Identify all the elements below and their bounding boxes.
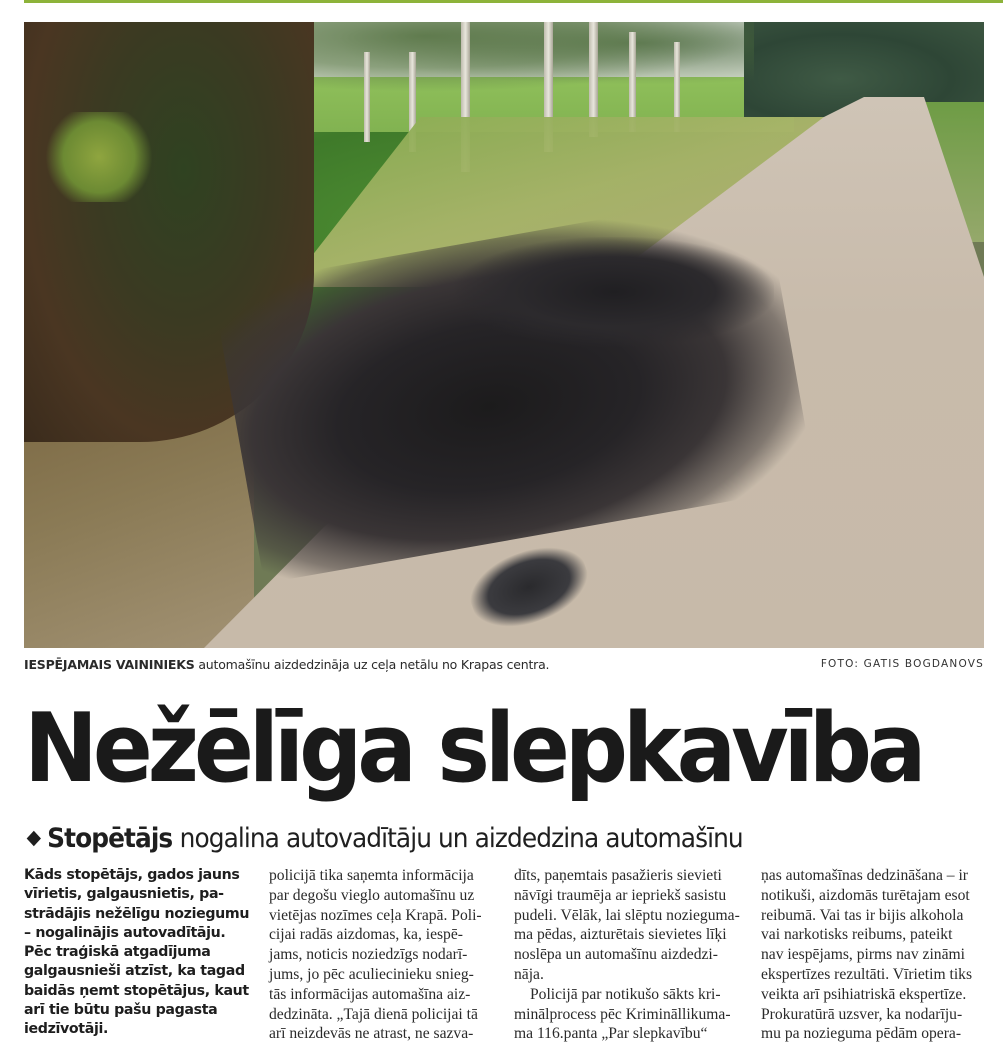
caption-body: automašīnu aizdedzināja uz ceļa netālu no Krapas centra. <box>198 656 550 672</box>
section-accent-rule <box>24 0 1003 3</box>
body-line: pudeli. Vēlāk, lai slēptu nozieguma- <box>514 906 740 924</box>
photo-credit: FOTO: GATIS BOGDANOVS <box>820 658 984 670</box>
body-line: Prokuratūrā uzsver, ka nodarīju- <box>761 1005 963 1023</box>
birch-trunk <box>364 52 370 142</box>
body-line: veikta arī psihiatriskā ekspertīze. <box>761 985 967 1003</box>
body-line: par degošu vieglo automašīnu uz <box>269 886 475 904</box>
subhead-bold: Stopētājs <box>47 822 173 854</box>
body-line: vietējas nozīmes ceļa Krapā. Poli- <box>269 906 482 924</box>
body-column-3 <box>514 866 740 1044</box>
article-body <box>24 866 984 1043</box>
photo-burn-mark <box>454 237 774 347</box>
lead-column <box>24 866 250 1040</box>
lead-line: galgausnieši atzīst, ka tagad <box>24 963 245 980</box>
lead-line: strādājis nežēlīgu noziegumu <box>24 905 250 922</box>
article-photo <box>24 22 984 648</box>
body-line: vai narkotisks reibums, pateikt <box>761 926 953 944</box>
lead-line: Kāds stopētājs, gados jauns <box>24 867 240 883</box>
article-headline: Nežēlīga slepkavība <box>24 694 922 804</box>
body-line: jums, jo pēc aculiecinieku snieg- <box>269 965 474 983</box>
body-line: nav iespējams, pirms nav zināmi <box>761 946 965 964</box>
body-line: noslēpa un automašīnu aizdedzi- <box>514 946 718 964</box>
body-column-2 <box>269 866 491 1044</box>
lead-line: baidās ņemt stopētājus, kaut <box>24 982 249 999</box>
body-line: minālprocess pēc Krimināllikuma- <box>514 1005 731 1023</box>
photo-bush-leaves <box>44 112 154 202</box>
body-line: ma 116.panta „Par slepkavību“ <box>514 1025 708 1043</box>
body-line: reibumā. Vai tas ir bijis alkohola <box>761 906 964 924</box>
caption-text <box>24 657 549 672</box>
body-line: nāja. <box>514 965 544 983</box>
article-subhead <box>26 820 743 856</box>
body-line: arī neizdevās ne atrast, ne sazva- <box>269 1025 474 1043</box>
body-line: Policijā par notikušo sākts kri- <box>530 985 721 1003</box>
body-line: tās informācijas automašīna aiz- <box>269 985 471 1003</box>
caption-lead: IESPĒJAMAIS VAININIEKS <box>24 656 195 672</box>
body-line: dedzināta. „Tajā dienā policijai tā <box>269 1005 478 1023</box>
lead-line: – nogalinājis autovadītāju. <box>24 924 226 941</box>
lead-line: Pēc traģiskā atgadījuma <box>24 944 211 961</box>
body-line: ma pēdas, aizturētais sievietes līķi <box>514 926 727 944</box>
diamond-bullet-icon <box>27 830 41 846</box>
body-line: ņas automašīnas dedzināšana – ir <box>761 867 968 884</box>
body-line: nāvīgi traumēja ar iepriekš sasistu <box>514 886 727 904</box>
body-line: cijai radās aizdomas, ka, iespē- <box>269 926 463 944</box>
body-line: policijā tika saņemta informācija <box>269 867 474 884</box>
photo-tree-canopy <box>284 22 754 92</box>
subhead-text: nogalina autovadītāju un aizdedzina automašīnu <box>179 822 743 854</box>
photo-caption <box>24 655 984 673</box>
body-line: ekspertīzes rezultāti. Vīrietim tiks <box>761 965 973 983</box>
lead-line: arī tie būtu pašu pagasta <box>24 1002 218 1019</box>
lead-line: iedzīvotāji. <box>24 1021 109 1038</box>
body-line: notikuši, aizdomās turētajam esot <box>761 886 970 904</box>
body-line: dīts, paņemtais pasažieris sievieti <box>514 867 722 884</box>
lead-line: vīrietis, galgausnietis, pa- <box>24 886 224 903</box>
body-column-4 <box>761 866 984 1044</box>
body-line: mu pa nozieguma pēdām opera- <box>761 1025 962 1043</box>
body-line: jams, noticis noziedzīgs nodarī- <box>269 946 468 964</box>
